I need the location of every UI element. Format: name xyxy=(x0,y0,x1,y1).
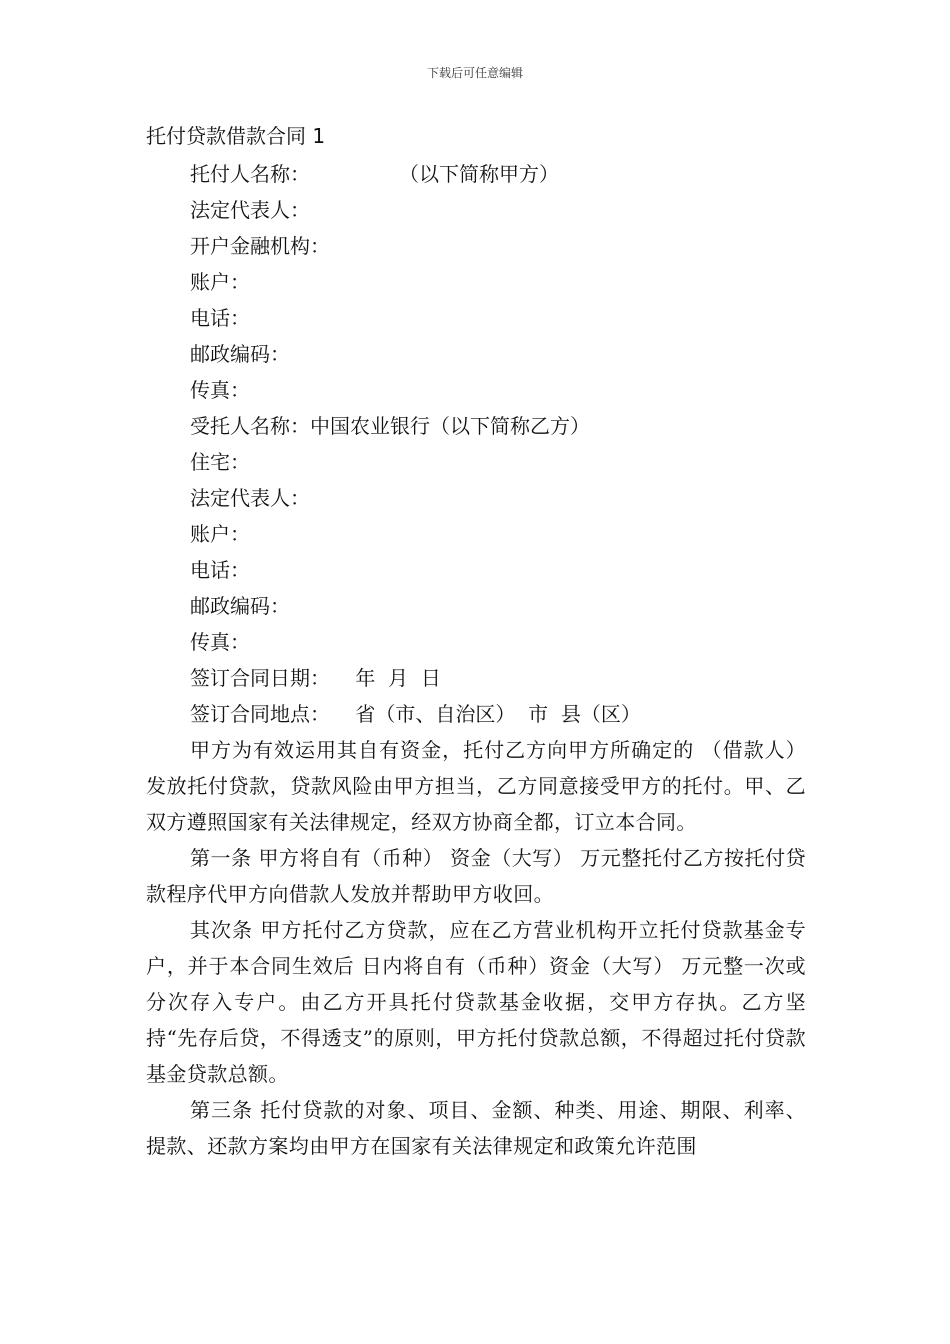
field-trustee-fax: 传真： xyxy=(190,630,250,654)
paragraph-article-3: 第三条 托付贷款的对象、项目、金额、种类、用途、期限、利率、提款、还款方案均由甲方在国家有关法律规定和政策允许范围 xyxy=(146,1098,806,1158)
field-trustee-account: 账户： xyxy=(190,522,250,546)
field-principal-fax: 传真： xyxy=(190,378,250,402)
field-principal-postcode: 邮政编码： xyxy=(190,342,290,366)
field-principal-legal-rep: 法定代表人： xyxy=(190,198,310,222)
field-trustee-address: 住宅： xyxy=(190,450,250,474)
field-trustee-name: 受托人名称：中国农业银行（以下简称乙方） xyxy=(190,414,590,438)
field-signing-date: 签订合同日期： 年 月 日 xyxy=(190,666,441,690)
field-trustee-legal-rep: 法定代表人： xyxy=(190,486,310,510)
paragraph-preamble: 甲方为有效运用其自有资金，托付乙方向甲方所确定的 （借款人）发放托付贷款，贷款风险由甲方担当，乙方同意接受甲方的托付。甲、乙双方遵照国家有关法律规定，经双方协商全都，订立本合同。 xyxy=(146,738,806,834)
field-trustee-postcode: 邮政编码： xyxy=(190,594,290,618)
document-title: 托付贷款借款合同 1 xyxy=(146,124,326,148)
field-principal-bank: 开户金融机构： xyxy=(190,234,330,258)
field-principal-phone: 电话： xyxy=(190,306,250,330)
contract-body xyxy=(146,732,806,1164)
paragraph-article-2: 其次条 甲方托付乙方贷款，应在乙方营业机构开立托付贷款基金专户，并于本合同生效后 日内将自有（币种）资金（大写） 万元整一次或分次存入专户。由乙方开具托付贷款基金收据，交甲方存执。乙方坚持“先存后贷，不得透支”的原则，甲方托付贷款总额，不得超过托付贷款基金贷款总额。 xyxy=(146,918,806,1086)
field-principal-name: 托付人名称： （以下简称甲方） xyxy=(190,162,560,186)
field-principal-account: 账户： xyxy=(190,270,250,294)
field-signing-place: 签订合同地点： 省（市、自治区） 市 县（区） xyxy=(190,702,641,726)
paragraph-article-1: 第一条 甲方将自有（币种） 资金（大写） 万元整托付乙方按托付贷款程序代甲方向借款人发放并帮助甲方收回。 xyxy=(146,846,806,906)
party-fields xyxy=(190,156,830,732)
field-trustee-phone: 电话： xyxy=(190,558,250,582)
header-note: 下载后可任意编辑 xyxy=(426,66,523,80)
